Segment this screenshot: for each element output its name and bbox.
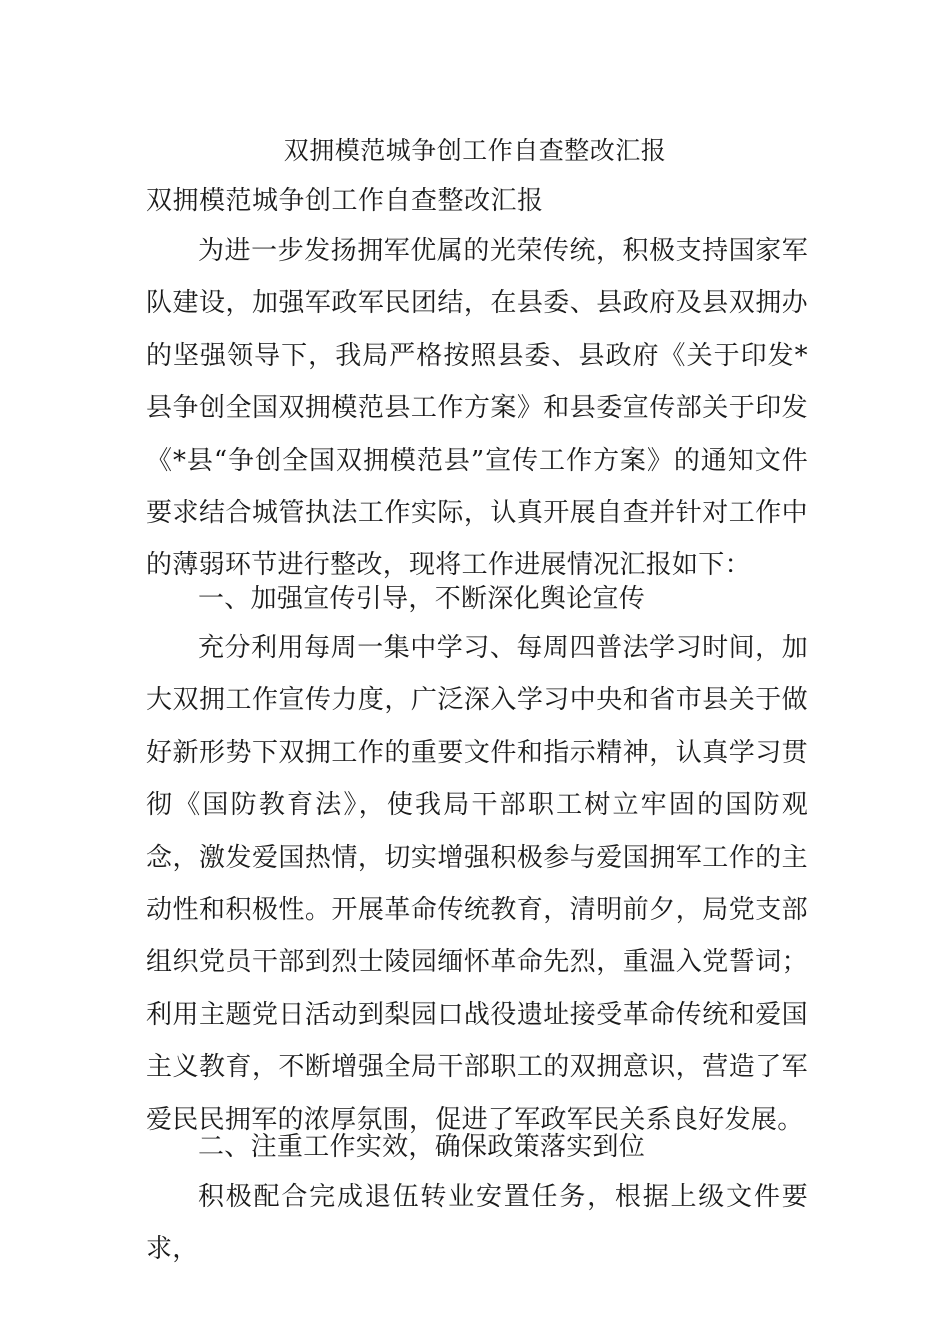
section-2-paragraph: 积极配合完成退伍转业安置任务，根据上级文件要求，	[146, 1182, 808, 1265]
intro-paragraph: 为进一步发扬拥军优属的光荣传统，积极支持国家军队建设，加强军政军民团结，在县委、县政府及县双拥办的坚强领导下，我局严格按照县委、县政府《关于印发*县争创全国双拥模范县工作方案》和县委宣传部关于印发《*县“争创全国双拥模范县”宣传工作方案》的通知文件要求结合城管执法工作实际，认真开展自查并针对工作中的薄弱环节进行整改，现将工作进展情况汇报如下：	[146, 236, 808, 581]
section-heading-2: 二、注重工作实效，确保政策落实到位	[198, 1132, 646, 1162]
section-1-paragraph: 充分利用每周一集中学习、每周四普法学习时间，加大双拥工作宣传力度，广泛深入学习中央和省市县关于做好新形势下双拥工作的重要文件和指示精神，认真学习贯彻《国防教育法》，使我局干部职工树立牢固的国防观念，激发爱国热情，切实增强积极参与爱国拥军工作的主动性和积极性。开展革命传统教育，清明前夕，局党支部组织党员干部到烈士陵园缅怀革命先烈，重温入党誓词；利用主题党日活动到梨园口战役遗址接受革命传统和爱国主义教育，不断增强全局干部职工的双拥意识，营造了军爱民民拥军的浓厚氛围，促进了军政军民关系良好发展。	[146, 633, 808, 1135]
section-heading-1: 一、加强宣传引导，不断深化舆论宣传	[198, 584, 646, 614]
document-title: 双拥模范城争创工作自查整改汇报	[283, 136, 667, 165]
document-subtitle: 双拥模范城争创工作自查整改汇报	[146, 186, 544, 216]
